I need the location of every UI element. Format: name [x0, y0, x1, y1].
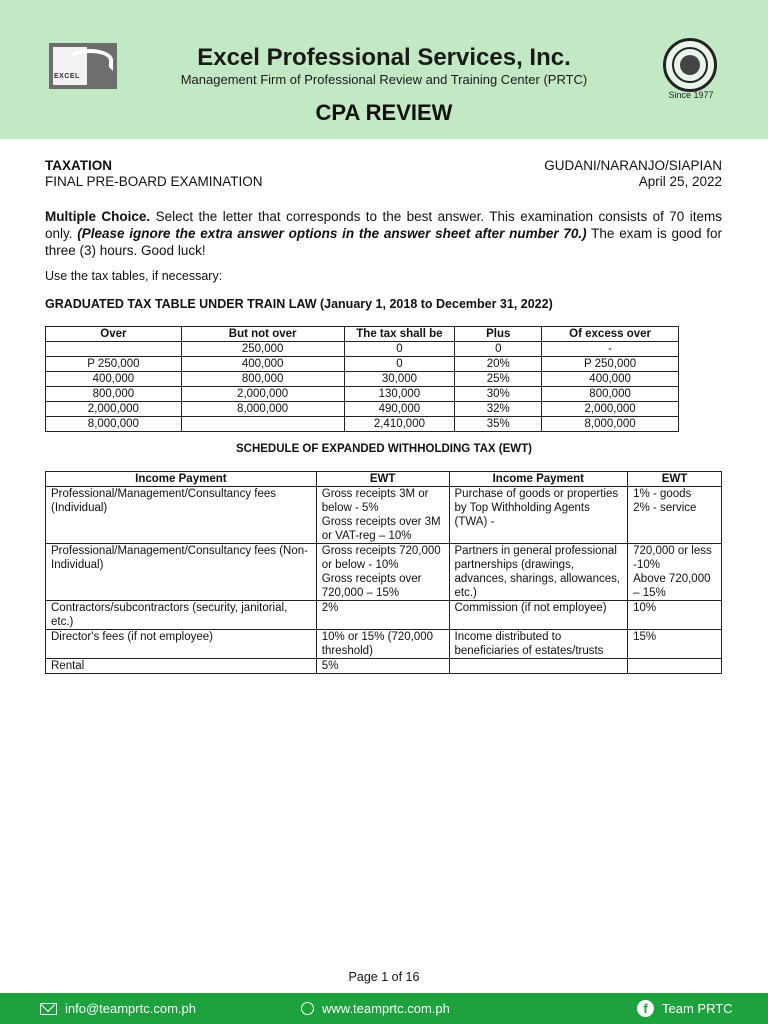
cell-line: Above 720,000 – 15% [633, 573, 711, 599]
table-cell: 250,000 [181, 342, 344, 357]
table-cell: 8,000,000 [181, 402, 344, 417]
cell-line: 10% or 15% (720,000 threshold) [321, 631, 434, 657]
table-row [46, 417, 679, 432]
instructions-text-2: The exam is good for three (3) hours. Good luck! [45, 226, 722, 258]
header-banner [0, 0, 768, 139]
table-cell [628, 659, 722, 674]
logo-text: EXCEL [54, 73, 80, 80]
page-number: Page 1 of 16 [348, 970, 420, 984]
cell-line: 2% - service [633, 502, 697, 514]
table-row [46, 387, 679, 402]
footer-bar [0, 993, 768, 1024]
table-cell: 30% [455, 387, 542, 402]
table-row [46, 659, 722, 674]
table-cell: 400,000 [46, 372, 182, 387]
cell-line: 15% [633, 631, 657, 643]
column-header: EWT [316, 472, 449, 487]
table-cell: Professional/Management/Consultancy fees (Individual) [46, 487, 317, 544]
column-header: Plus [455, 327, 542, 342]
cell-line: 10% [633, 602, 657, 614]
table-cell: 0 [344, 342, 455, 357]
table-row [46, 372, 679, 387]
table-cell: P 250,000 [46, 357, 182, 372]
table-cell: 25% [455, 372, 542, 387]
table-cell: P 250,000 [542, 357, 679, 372]
table-cell: 2,000,000 [181, 387, 344, 402]
ewt-table [45, 471, 722, 674]
table-cell: 0 [455, 342, 542, 357]
authors-label: GUDANI/NARANJO/SIAPIAN [544, 158, 722, 173]
cell-line: 2% [321, 602, 339, 614]
exam-label: FINAL PRE-BOARD EXAMINATION [45, 174, 263, 189]
table-cell: 130,000 [344, 387, 455, 402]
table-cell: Commission (if not employee) [449, 601, 628, 630]
table-cell: Contractors/subcontractors (security, janitorial, etc.) [46, 601, 317, 630]
table-cell: 490,000 [344, 402, 455, 417]
footer-facebook[interactable] [637, 1000, 733, 1017]
table-cell: - [542, 342, 679, 357]
table-row [46, 544, 722, 601]
table-cell: 2,000,000 [46, 402, 182, 417]
company-tagline: Management Firm of Professional Review and Training Center (PRTC) [180, 72, 588, 87]
table-row [46, 601, 722, 630]
table-cell [628, 544, 722, 601]
table-cell [316, 601, 449, 630]
cell-line: Gross receipts 3M or below - 5% [321, 488, 429, 514]
table-cell [46, 342, 182, 357]
column-header: Of excess over [542, 327, 679, 342]
table-cell: Professional/Management/Consultancy fees (Non-Individual) [46, 544, 317, 601]
column-header: But not over [181, 327, 344, 342]
table-cell: 2,000,000 [542, 402, 679, 417]
table-row [46, 487, 722, 544]
column-header: Income Payment [46, 472, 317, 487]
cell-line: 720,000 or less -10% [633, 545, 712, 571]
instructions [45, 208, 722, 259]
table-row [46, 630, 722, 659]
table-cell [628, 601, 722, 630]
cell-line: Gross receipts over 720,000 – 15% [321, 573, 422, 599]
table-cell: 30,000 [344, 372, 455, 387]
footer-facebook-text: Team PRTC [662, 1001, 733, 1016]
table-cell: 800,000 [181, 372, 344, 387]
table-cell [628, 487, 722, 544]
table-cell: 800,000 [542, 387, 679, 402]
footer-website-text: www.teamprtc.com.ph [322, 1001, 450, 1016]
school-seal-icon [663, 38, 717, 92]
tax-table-note: Use the tax tables, if necessary: [45, 269, 223, 283]
mail-icon [40, 1003, 57, 1015]
table-cell: 8,000,000 [542, 417, 679, 432]
table-cell: Partners in general professional partnerships (drawings, advances, sharings, allowances, etc.) [449, 544, 628, 601]
table-header-row [46, 472, 722, 487]
exam-meta-right [544, 158, 722, 190]
table-cell: 0 [344, 357, 455, 372]
exam-meta-left [45, 158, 263, 190]
column-header: EWT [628, 472, 722, 487]
table-cell [316, 659, 449, 674]
cell-line: Gross receipts 720,000 or below - 10% [321, 545, 441, 571]
ewt-table-title: SCHEDULE OF EXPANDED WITHHOLDING TAX (EWT) [235, 443, 532, 455]
instructions-text-1: Select the letter that corresponds to the best answer. This examination consists of 70 items only. [45, 209, 722, 241]
table-cell: 400,000 [542, 372, 679, 387]
table-cell [628, 630, 722, 659]
table-cell: 2,410,000 [344, 417, 455, 432]
table-cell [316, 544, 449, 601]
table-cell [449, 659, 628, 674]
instructions-lead: Multiple Choice. [45, 209, 151, 224]
tax-table-title: GRADUATED TAX TABLE UNDER TRAIN LAW (January 1, 2018 to December 31, 2022) [45, 297, 553, 311]
table-cell [316, 487, 449, 544]
table-cell: Purchase of goods or properties by Top Withholding Agents (TWA) - [449, 487, 628, 544]
table-row [46, 357, 679, 372]
subject-label: TAXATION [45, 158, 112, 173]
footer-email-text: info@teamprtc.com.ph [65, 1001, 196, 1016]
facebook-icon: f [637, 1000, 654, 1017]
table-header-row [46, 327, 679, 342]
table-cell [181, 417, 344, 432]
cell-line: 1% - goods [633, 488, 692, 500]
column-header: The tax shall be [344, 327, 455, 342]
table-cell [316, 630, 449, 659]
company-name: Excel Professional Services, Inc. [197, 44, 571, 71]
table-cell: 35% [455, 417, 542, 432]
instructions-emphasis: (Please ignore the extra answer options in the answer sheet after number 70.) [77, 226, 587, 241]
cell-line: Gross receipts over 3M or VAT-reg – 10% [321, 516, 441, 542]
table-cell: Rental [46, 659, 317, 674]
table-cell: 400,000 [181, 357, 344, 372]
table-cell: 32% [455, 402, 542, 417]
exam-date: April 25, 2022 [638, 174, 722, 189]
graduated-tax-table [45, 326, 679, 432]
cell-line: 5% [321, 660, 339, 672]
since-label: Since 1977 [668, 90, 714, 100]
footer-website[interactable] [301, 1001, 450, 1016]
footer-email[interactable] [40, 1001, 196, 1016]
table-cell: Director's fees (if not employee) [46, 630, 317, 659]
table-cell: 20% [455, 357, 542, 372]
table-cell: Income distributed to beneficiaries of estates/trusts [449, 630, 628, 659]
table-row [46, 342, 679, 357]
table-cell: 800,000 [46, 387, 182, 402]
column-header: Income Payment [449, 472, 628, 487]
page-title: CPA REVIEW [315, 100, 453, 125]
table-row [46, 402, 679, 417]
globe-icon [301, 1002, 314, 1015]
table-cell: 8,000,000 [46, 417, 182, 432]
column-header: Over [46, 327, 182, 342]
